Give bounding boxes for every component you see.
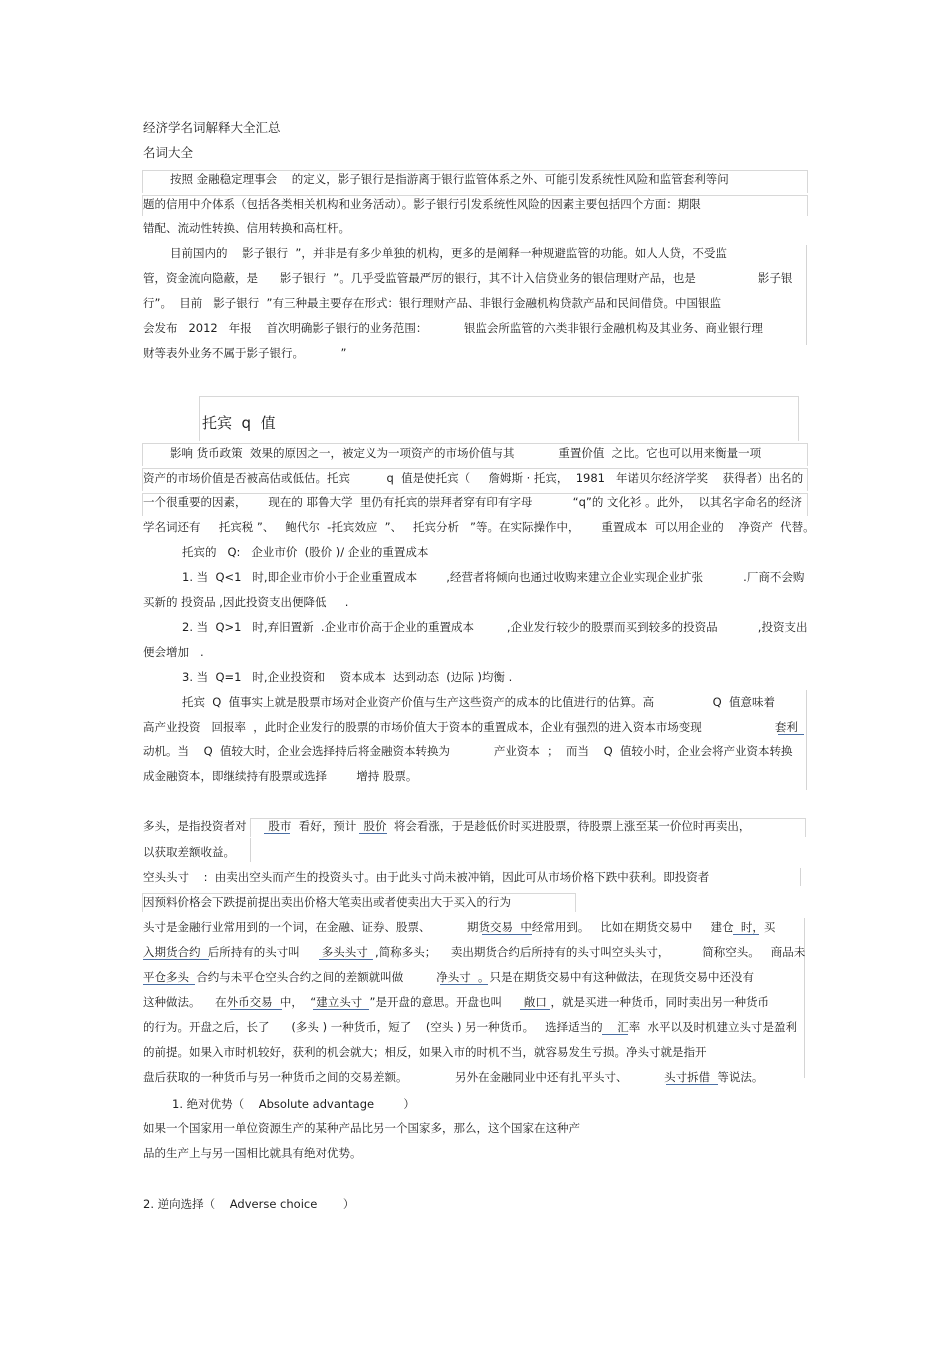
paragraph-line: 的前提。如果入市时机较好，获利的机会就大；相反，如果入市的时机不当，就容易发生亏损。净头寸就是指开 xyxy=(143,1045,707,1059)
link-underline xyxy=(482,934,532,935)
paragraph-line: 头寸是金融行业常用到的一个词，在金融、证券、股票、 期货交易 中经常用到。 比如在期货交易中 建仓 时，买 xyxy=(143,920,776,934)
paragraph-line: 行”。 目前 影子银行 ”有三种最主要存在形式：银行理财产品、非银行金融机构贷款产品和民间借贷。中国银监 xyxy=(143,296,721,310)
paragraph-line: 因预料价格会下跌提前提出卖出价格大笔卖出或者使卖出大于买入的行为 xyxy=(143,895,511,909)
link-underline xyxy=(143,959,209,960)
document-subtitle: 名词大全 xyxy=(143,145,194,160)
paragraph-line: 管，资金流向隐蔽，是 影子银行 ”。几乎受监管最严厉的银行，其不计入信贷业务的银信理财产品，也是 影子银 xyxy=(143,271,793,285)
paragraph-line: 动机。当 Q 值较大时，企业会选择持后将金融资本转换为 产业资本 ； 而当 Q 值较小时，企业会将产业资本转换 xyxy=(143,744,793,758)
paragraph-line: 以获取差额收益。 xyxy=(143,845,235,859)
frame-rule xyxy=(800,868,801,886)
term-heading: 2. 逆向选择（ Adverse choice ） xyxy=(143,1197,355,1211)
paragraph-line: 影响 货币政策 效果的原因之一，被定义为一项资产的市场价值与其 重置价值 之比。它也可以用来衡量一项 xyxy=(170,446,762,460)
link-underline xyxy=(143,984,195,985)
paragraph-line: 便会增加 . xyxy=(143,645,204,659)
paragraph-line: 错配、流动性转换、信用转换和高杠杆。 xyxy=(143,221,350,235)
section-title: 托宾 q 值 xyxy=(202,414,276,432)
link-underline xyxy=(733,934,759,935)
link-underline xyxy=(264,833,290,834)
term-heading: 1. 绝对优势（ Absolute advantage ） xyxy=(172,1097,415,1111)
link-underline xyxy=(778,734,804,735)
paragraph-line: 托宾的 Q: 企业市价 (股价 )/ 企业的重置成本 xyxy=(182,545,429,559)
link-underline xyxy=(666,1084,718,1085)
frame-rule xyxy=(250,838,251,862)
paragraph-line: 盘后获取的一种货币与另一种货币之间的交易差额。 另外在金融同业中还有扎平头寸、 头寸拆借 等说法。 xyxy=(143,1070,764,1084)
paragraph-line: 成金融资本，即继续持有股票或选择 增持 股票。 xyxy=(143,769,418,783)
paragraph-line: 多头，是指投资者对 股市 看好，预计 股价 将会看涨，于是趁低价时买进股票，待股票上涨至某一价位时再卖出， xyxy=(143,819,751,833)
paragraph-line: 品的生产上与另一国相比就具有绝对优势。 xyxy=(143,1146,362,1160)
paragraph-line: 高产业投资 回报率 ，此时企业发行的股票的市场价值大于资本的重置成本，企业有强烈的进入资本市场变现 套利 xyxy=(143,720,798,734)
paragraph-line: 学名词还有 托宾税 ”、 鲍代尔 -托宾效应 ”、 托宾分析 ”等。在实际操作中， 重置成本 可以用企业的 净资产 代替。 xyxy=(143,520,815,534)
paragraph-line: 3. 当 Q=1 时,企业投资和 资本成本 达到动态 (边际 )均衡 . xyxy=(182,670,513,684)
paragraph-line: 入期货合约 后所持有的头寸叫 多头头寸 ,简称多头； 卖出期货合约后所持有的头寸叫空头头寸， 简称空头。 商品未 xyxy=(143,945,806,959)
link-underline xyxy=(359,833,387,834)
paragraph-line: 托宾 Q 值事实上就是股票市场对企业资产价值与生产这些资产的成本的比值进行的估算。高 Q 值意味着 xyxy=(182,695,776,709)
paragraph-line: 的行为。开盘之后，长了 (多头 ) 一种货币，短了 (空头 ) 另一种货币。 选择适当的 汇率 水平以及时机建立头寸是盈利 xyxy=(143,1020,798,1034)
paragraph-line: 财等表外业务不属于影子银行。 ” xyxy=(143,346,347,360)
frame-rule xyxy=(806,690,807,790)
link-underline xyxy=(440,984,488,985)
paragraph-line: 资产的市场价值是否被高估或低估。托宾 q 值是使托宾（ 詹姆斯 · 托宾， 1981 年诺贝尔经济学奖 获得者）出名的 xyxy=(143,471,804,485)
link-underline xyxy=(319,959,373,960)
paragraph-line: 平仓多头 合约与未平仓空头合约之间的差额就叫做 净头寸 。只是在期货交易中有这种做法，在现货交易中还没有 xyxy=(143,970,755,984)
link-underline xyxy=(520,1009,550,1010)
paragraph-line: 目前国内的 影子银行 ”，并非是有多少单独的机构，更多的是阐释一种规避监管的功能。如人人贷，不受监 xyxy=(170,246,727,260)
paragraph-line: 按照 金融稳定理事会 的定义，影子银行是指游离于银行监管体系之外、可能引发系统性风险和监管套利等问 xyxy=(170,172,729,186)
paragraph-line: 空头头寸 : 由卖出空头而产生的投资头寸。由于此头寸尚未被冲销，因此可从市场价格下跌中获利。即投资者 xyxy=(143,870,710,884)
document-title: 经济学名词解释大全汇总 xyxy=(143,120,281,135)
link-underline xyxy=(602,1034,628,1035)
paragraph-line: 一个很重要的因素， 现在的 耶鲁大学 里仍有托宾的崇拜者穿有印有字母 “q”的 文化衫 。此外， 以其名字命名的经济 xyxy=(143,495,802,509)
frame-rule xyxy=(806,245,807,345)
paragraph-line: 买新的 投资品 ,因此投资支出便降低 . xyxy=(143,595,349,609)
paragraph-line: 题的信用中介体系（包括各类相关机构和业务活动）。影子银行引发系统性风险的因素主要包括四个方面：期限 xyxy=(143,197,701,211)
link-underline xyxy=(313,1009,369,1010)
link-underline xyxy=(230,1009,282,1010)
paragraph-line: 这种做法。 在外币交易 中， “建立头寸 ”是开盘的意思。开盘也叫 敞口 ，就是买进一种货币，同时卖出另一种货币 xyxy=(143,995,770,1009)
frame-rule xyxy=(804,918,805,1078)
paragraph-line: 1. 当 Q<1 时,即企业市价小于企业重置成本 ,经营者将倾向也通过收购来建立企业实现企业扩张 .厂商不会购 xyxy=(182,570,805,584)
section-title-frame xyxy=(199,396,799,441)
paragraph-line: 2. 当 Q>1 时,弃旧置新 .企业市价高于企业的重置成本 ,企业发行较少的股票而买到较多的投资品 ,投资支出 xyxy=(182,620,808,634)
paragraph-line: 如果一个国家用一单位资源生产的某种产品比另一个国家多，那么，这个国家在这种产 xyxy=(143,1121,580,1135)
paragraph-line: 会发布 2012 年报 首次明确影子银行的业务范围： 银监会所监管的六类非银行金融机构及其业务、商业银行理 xyxy=(143,321,763,335)
